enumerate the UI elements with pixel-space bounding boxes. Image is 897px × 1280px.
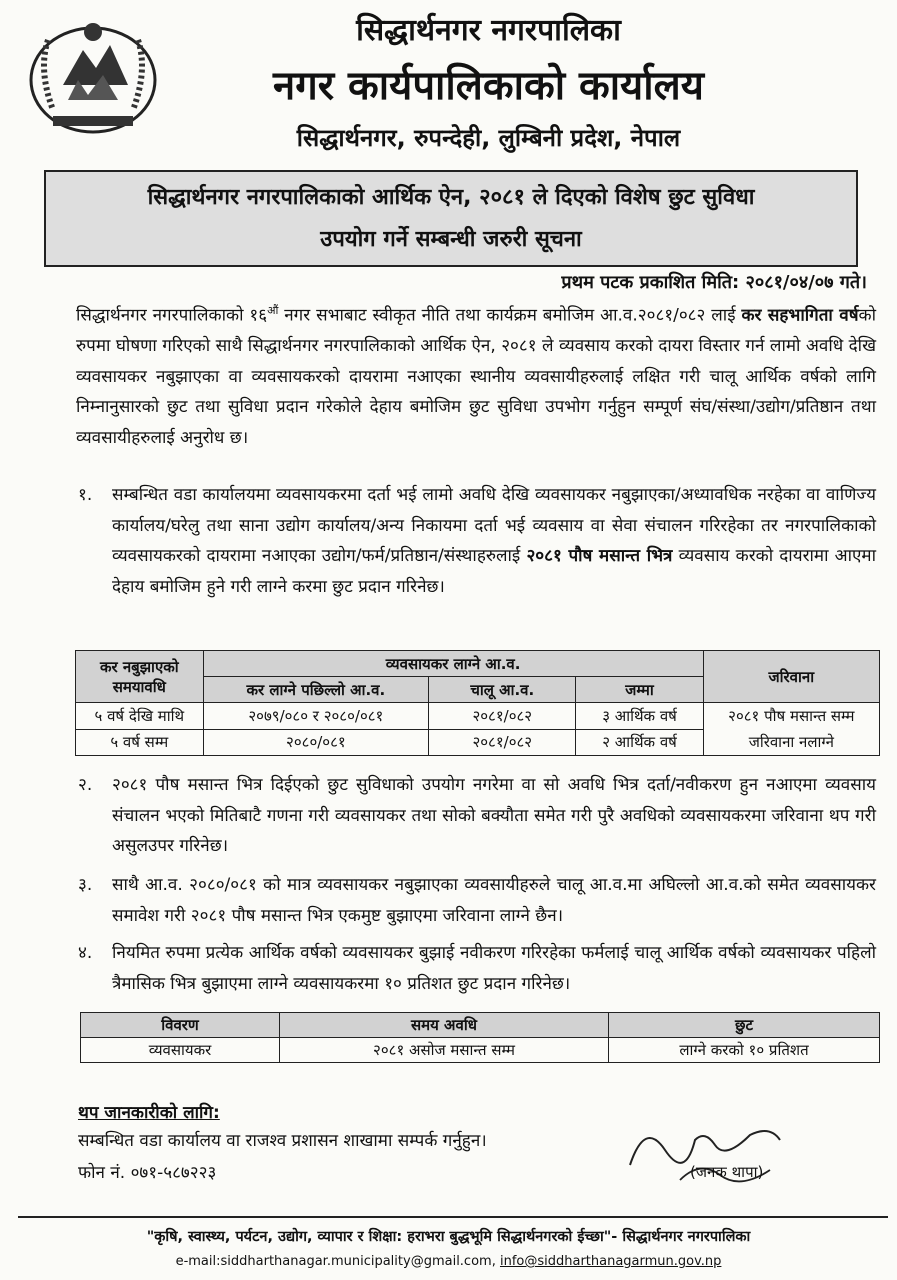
cell-last: २०८०/०८१ bbox=[203, 729, 429, 756]
cell-current: २०८१/०८२ bbox=[429, 729, 576, 756]
header-time-period: समय अवधि bbox=[280, 1013, 609, 1038]
item1-bold: २०८१ पौष मसान्त भित्र bbox=[526, 546, 673, 566]
cell-discount: लाग्ने करको १० प्रतिशत bbox=[609, 1038, 880, 1063]
intro-bold: कर सहभागिता वर्ष bbox=[741, 305, 859, 326]
item-number: ४. bbox=[78, 943, 93, 963]
footer-contact bbox=[0, 1254, 897, 1269]
cell-current: २०८१/०८२ bbox=[429, 703, 576, 730]
item1-part1: सम्बन्धित वडा कार्यालयमा व्यवसायकरमा दर्ता भई लामो अवधि देखि व्यवसायकर नबुझाएका/अध्यावधिक नरहेका वा वाणिज्य कार्यालय/घरेलु तथा साना उद्योग कार्यालय/अन्य निकायमा दर्ता भई व्यवसाय वा सेवा संचालन गरिरहेका तर नगरपालिकाको व्यवसायकरको दायरामा नआएका उद्योग/फर्म/प्रतिष्ठान/संस्थाहरुलाई bbox=[112, 485, 876, 566]
item-number: १. bbox=[78, 485, 93, 505]
cell-total: ३ आर्थिक वर्ष bbox=[576, 703, 703, 730]
item1-part2: व्यवसाय करको दायरामा आएमा देहाय बमोजिम हुने गरी लाग्ने करमा छुट प्रदान गरिनेछ। bbox=[112, 546, 876, 597]
cell-last: २०७९/०८० र २०८०/०८१ bbox=[203, 703, 429, 730]
notice-title-line1: सिद्धार्थनगर नगरपालिकाको आर्थिक ऐन, २०८१ ले दिएको विशेष छुट सुविधा bbox=[147, 185, 755, 210]
item-text: नियमित रुपमा प्रत्येक आर्थिक वर्षको व्यवसायकर बुझाई नवीकरण गरिरहेका फर्मलाई चालू आर्थिक वर्षको व्यवसायकर पहिलो त्रैमासिक भित्र बुझाएमा लाग्ने व्यवसायकरमा १० प्रतिशत छुट प्रदान गरिनेछ। bbox=[112, 943, 876, 994]
header-fine: जरिवाना bbox=[703, 651, 879, 703]
cell-description: व्यवसायकर bbox=[81, 1038, 280, 1063]
discount-table bbox=[80, 1012, 880, 1063]
item-text: साथै आ.व. २०८०/०८१ को मात्र व्यवसायकर नबुझाएका व्यवसायीहरुले चालू आ.व.मा अघिल्लो आ.व.को समेत व्यवसायकर समावेश गरी २०८१ पौष मसान्त भित्र एकमुष्ट बुझाएमा जरिवाना लाग्ने छैन। bbox=[112, 875, 876, 926]
notice-title-line2: उपयोग गर्ने सम्बन्धी जरुरी सूचना bbox=[320, 227, 582, 252]
cell-fine: २०८१ पौष मसान्त सम्म जरिवाना नलाग्ने bbox=[703, 703, 879, 756]
list-item-4 bbox=[78, 938, 876, 999]
intro-paragraph bbox=[76, 296, 876, 453]
cell-time-period: २०८१ असोज मसान्त सम्म bbox=[280, 1038, 609, 1063]
item-number: २. bbox=[78, 775, 93, 795]
header-current-year: चालू आ.व. bbox=[429, 677, 576, 703]
intro-part3: को रुपमा घोषणा गरिएको साथै सिद्धार्थनगर नगरपालिकाको आर्थिक ऐन, २०८१ ले व्यवसाय करको दायरा विस्तार गर्न लामो अवधि देखि व्यवसायकर नबुझाएका वा व्यवसायकरको दायरामा नआएका स्थानीय व्यवसायीहरुलाई लक्षित गरी चालू आर्थिक वर्षको लागि निम्नानुसारको छुट तथा सुविधा प्रदान गरेकोले देहाय बमोजिम छुट सुविधा उपभोग गर्नुहुन सम्पूर्ण संघ/संस्था/उद्योग/प्रतिष्ठान तथा व्यवसायीहरुलाई अनुरोध छ। bbox=[76, 305, 876, 448]
phone-number: फोन नं. ०७१-५८७२२३ bbox=[78, 1163, 217, 1183]
header-tax-year: व्यवसायकर लाग्ने आ.व. bbox=[203, 651, 703, 677]
office-name: नगर कार्यपालिकाको कार्यालय bbox=[273, 63, 704, 109]
list-item-1 bbox=[78, 480, 876, 602]
item-text: २०८१ पौष मसान्त भित्र दिईएको छुट सुविधाको उपयोग नगरेमा वा सो अवधि भित्र दर्ता/नवीकरण हुन नआएमा व्यवसाय संचालन भएको मितिबाटै गणना गरी व्यवसायकर तथा सोको बक्यौता समेत गरी पुरै अवधिको व्यवसायकरमा जरिवाना थप गरी असुलउपर गरिनेछ। bbox=[112, 775, 876, 856]
contact-heading: थप जानकारीको लागि: bbox=[78, 1103, 220, 1123]
table-row bbox=[81, 1038, 880, 1063]
cell-total: २ आर्थिक वर्ष bbox=[576, 729, 703, 756]
footer-slogan: "कृषि, स्वास्थ्य, पर्यटन, उद्योग, व्यापार र शिक्षा: हराभरा बुद्धभूमि सिद्धार्थनगरको ईच्छा"- सिद्धार्थनगर नगरपालिका bbox=[146, 1229, 751, 1245]
cell-period: ५ वर्ष सम्म bbox=[76, 729, 204, 756]
intro-part1: सिद्धार्थनगर नगरपालिकाको १६ bbox=[76, 305, 268, 326]
published-date: प्रथम पटक प्रकाशित मिति: २०८१/०४/०७ गते। bbox=[561, 272, 867, 293]
header-period: कर नबुझाएको समयावधि bbox=[76, 651, 204, 703]
signature-icon bbox=[620, 1110, 790, 1200]
notice-title bbox=[44, 170, 858, 267]
tax-period-table bbox=[75, 650, 880, 756]
header-total: जम्मा bbox=[576, 677, 703, 703]
signer-name: (जनक थापा) bbox=[690, 1163, 764, 1181]
footer-divider bbox=[18, 1216, 888, 1218]
municipality-name: सिद्धार्थनगर नगरपालिका bbox=[356, 13, 621, 48]
intro-superscript: औं bbox=[267, 304, 279, 317]
header-last-year: कर लाग्ने पछिल्लो आ.व. bbox=[203, 677, 429, 703]
item-number: ३. bbox=[78, 875, 93, 895]
list-item-2 bbox=[78, 770, 876, 862]
header-discount: छुट bbox=[609, 1013, 880, 1038]
contact-text: सम्बन्धित वडा कार्यालय वा राजश्व प्रशासन शाखामा सम्पर्क गर्नुहुन। bbox=[78, 1131, 487, 1151]
footer-email-prefix: e-mail:siddharthanagar.municipality@gmail.com, bbox=[175, 1254, 500, 1269]
table-row bbox=[76, 703, 880, 730]
list-item-3 bbox=[78, 870, 876, 931]
email-link[interactable]: info@siddharthanagarmun.gov.np bbox=[499, 1254, 722, 1269]
intro-part2: नगर सभाबाट स्वीकृत नीति तथा कार्यक्रम बमोजिम आ.व.२०८१/०८२ लाई bbox=[278, 305, 742, 326]
header-description: विवरण bbox=[81, 1013, 280, 1038]
item-text bbox=[112, 480, 876, 602]
cell-period: ५ वर्ष देखि माथि bbox=[76, 703, 204, 730]
office-address: सिद्धार्थनगर, रुपन्देही, लुम्बिनी प्रदेश, नेपाल bbox=[296, 124, 681, 152]
